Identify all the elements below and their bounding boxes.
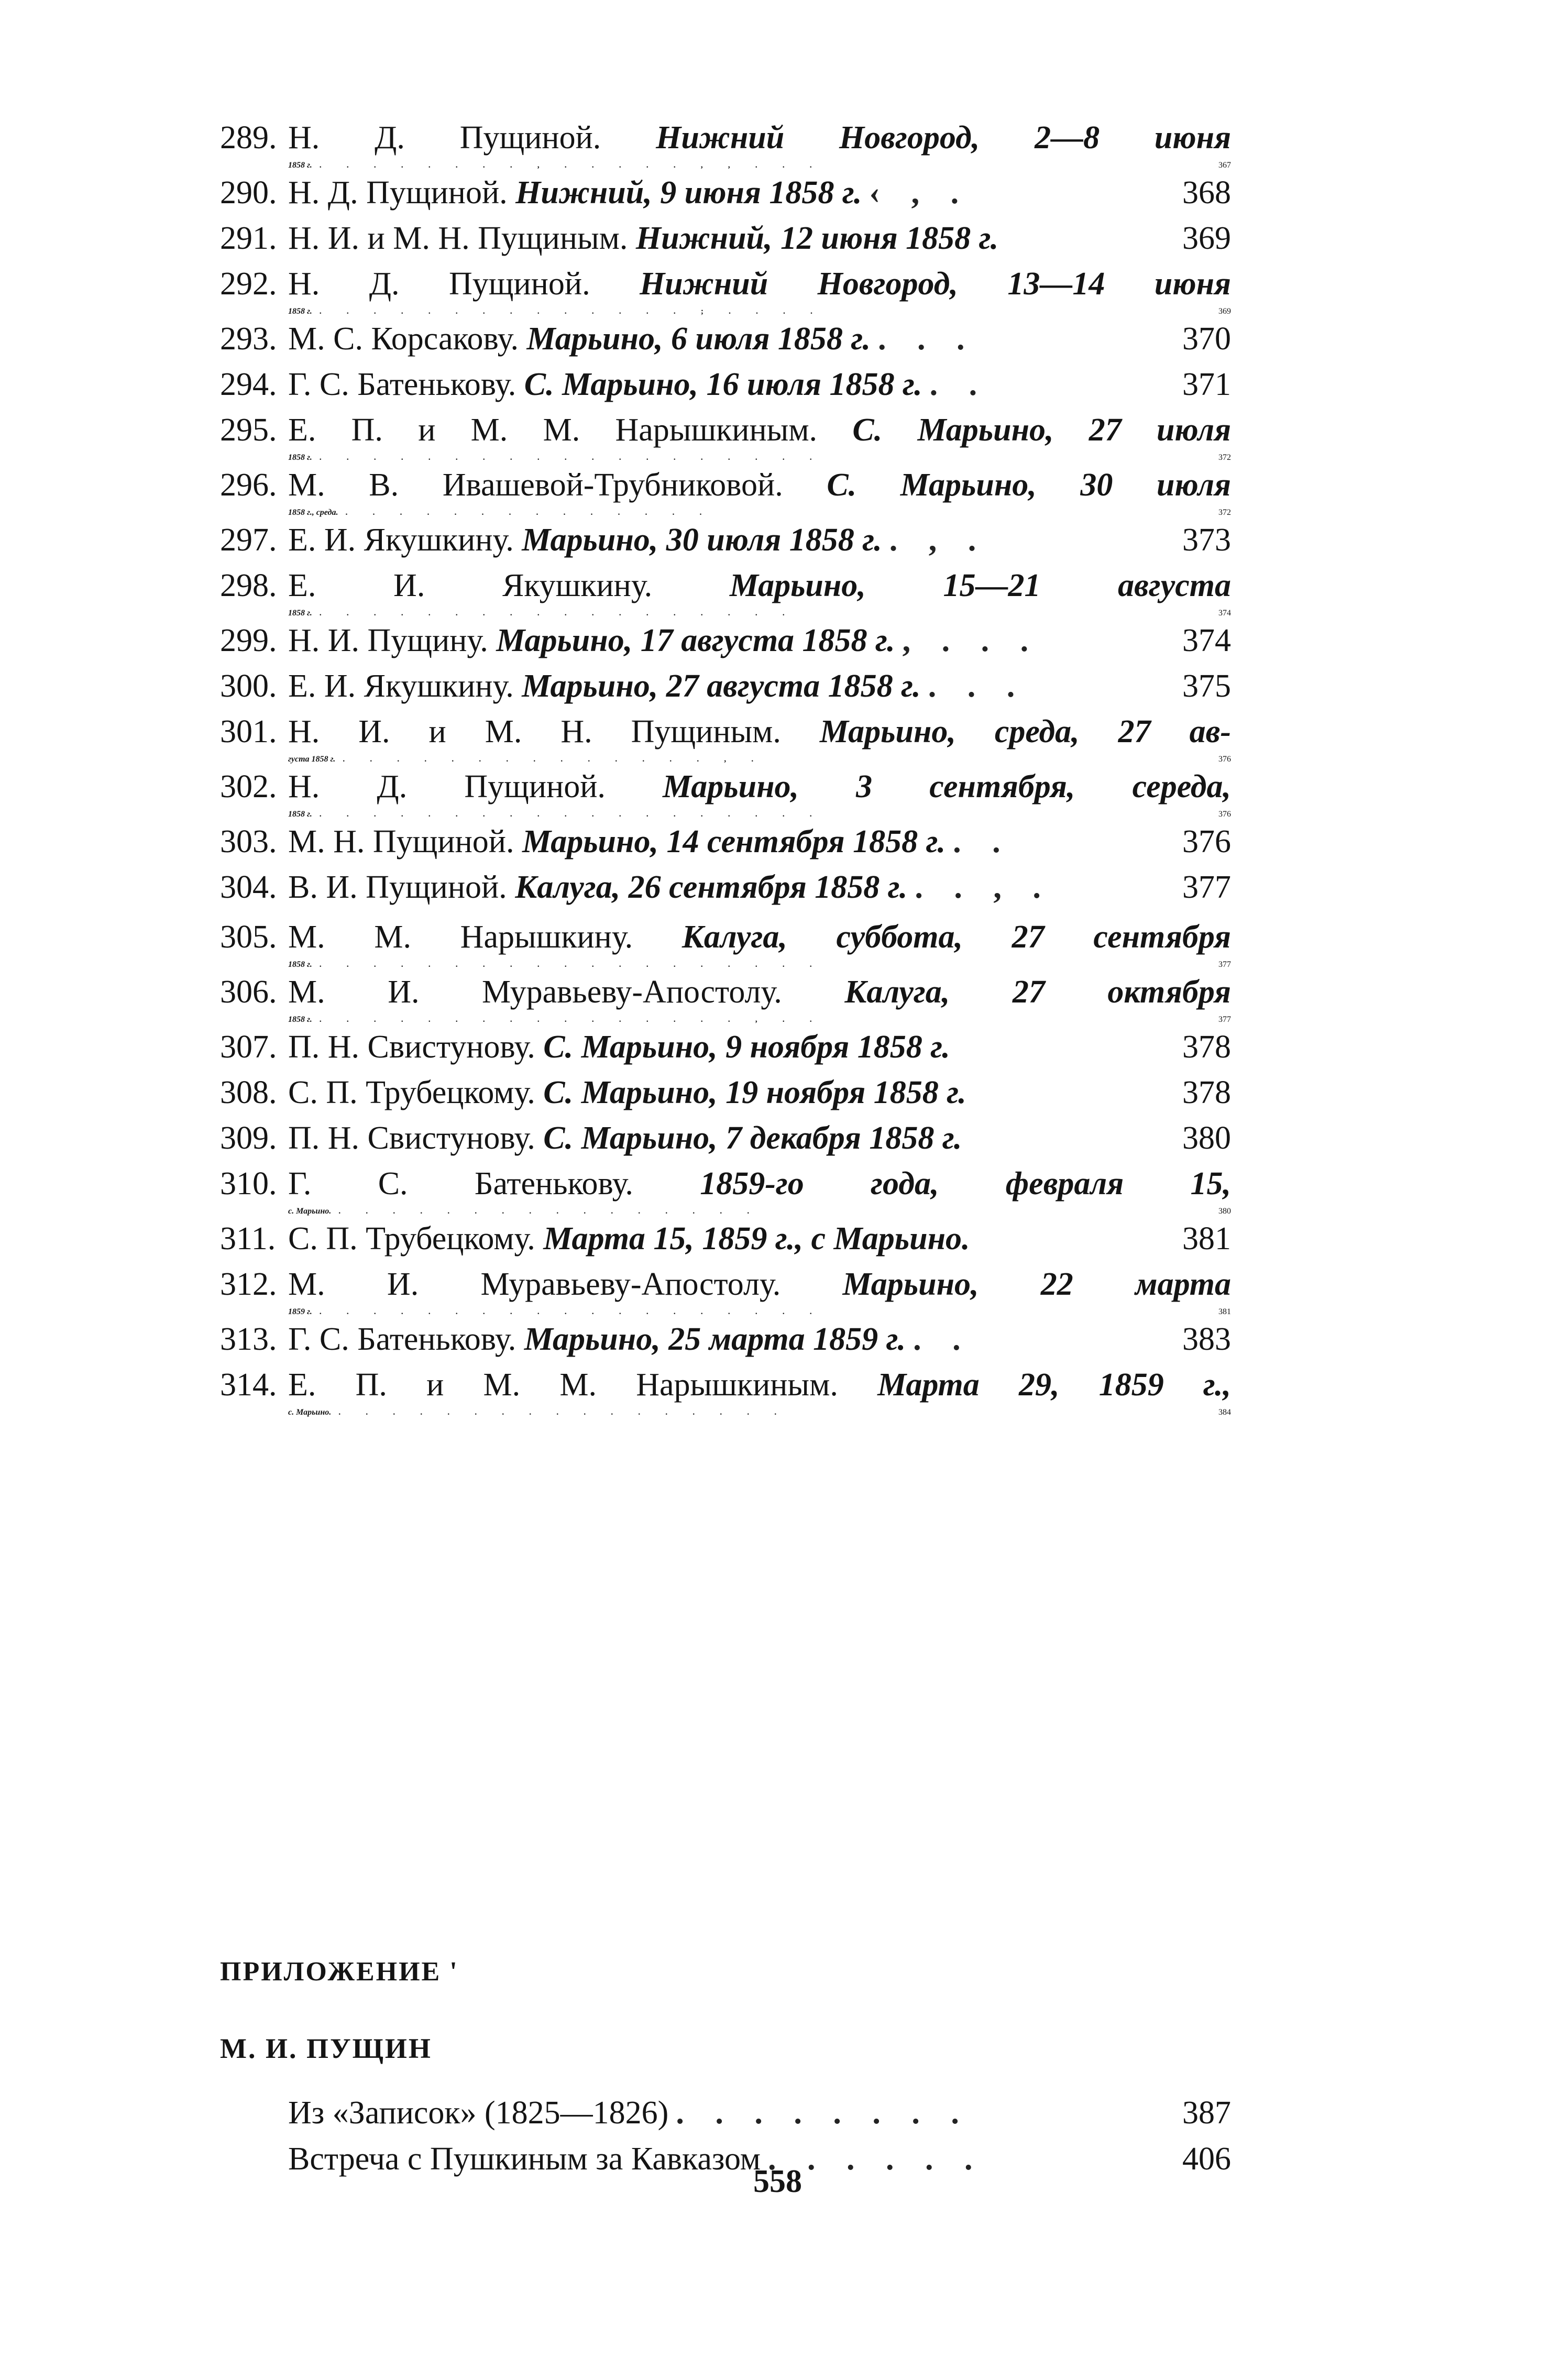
- entry-first-line: [288, 170, 862, 216]
- entry-first-line: [288, 261, 1231, 307]
- dot-leader: . . , .: [915, 869, 1052, 905]
- entry-number: 305.: [220, 919, 277, 955]
- entry-place-date: Калуга, суббота, 27 сентября: [681, 919, 1231, 955]
- entry-body: [288, 1024, 1231, 1070]
- entry-page: 375: [1182, 668, 1231, 704]
- entry-body: [288, 1362, 1231, 1408]
- entry-place-date: Марьино, 22 марта: [842, 1266, 1231, 1302]
- entry-place-date: С. Марьино, 19 ноября 1858 г.: [543, 1075, 966, 1110]
- entry-page: 383: [1182, 1321, 1231, 1357]
- dot-leader: . . . . . . . . . . . . . .: [345, 508, 713, 517]
- dot-leader: . . . . . . . . . . . . . . . . .: [338, 1408, 788, 1417]
- entry-first-line: [288, 563, 1231, 609]
- entry-page: 374: [1218, 609, 1231, 618]
- entry-first-line: [288, 865, 907, 910]
- entry-continuation-text: 1858 г.: [288, 307, 312, 316]
- dot-leader: . . . . . . . . , . . . . . , , . . .: [319, 161, 823, 170]
- dot-leader: . . . . . . . . . . . . . . . . . .: [319, 609, 796, 618]
- entry-number: 303.: [220, 824, 277, 860]
- dot-leader: ‹ , .: [869, 175, 971, 211]
- entry-body: [288, 115, 1231, 161]
- entry-place-date: Калуга, 27 октября: [844, 974, 1231, 1010]
- entry-place-date: Марьино, 15—21 августа: [729, 568, 1232, 603]
- entry-first-line: [288, 618, 895, 664]
- entry-page: 374: [1182, 623, 1231, 658]
- toc-entry-292: [220, 261, 1231, 307]
- entry-place-date: Марьино, среда, 27 ав-: [819, 714, 1231, 750]
- dot-leader: . . . . . . . . . . . . . . ; . . . .: [319, 307, 825, 316]
- dot-leader: . .: [953, 824, 1012, 860]
- entry-continuation-text: 1858 г.: [288, 161, 312, 170]
- entry-place-date: С. Марьино, 9 ноября 1858 г.: [543, 1029, 950, 1065]
- entry-place-date: Марьино, 27 августа 1858 г.: [522, 668, 921, 704]
- dot-leader: . . . . . . . . . . . . . . . . . . .: [319, 453, 823, 462]
- appendix-work-item: [288, 2090, 1231, 2136]
- entry-place-date: Марьино, 3 сентября, середа,: [663, 769, 1232, 805]
- entry-body: [288, 1216, 1231, 1262]
- entry-number: 295.: [220, 412, 277, 448]
- entry-number: 294.: [220, 367, 277, 402]
- entry-addressee: М. И. Муравьеву-Апостолу.: [288, 974, 782, 1010]
- entry-page: 369: [1218, 307, 1231, 316]
- entry-place-date: 1859-го года, февраля 15,: [700, 1166, 1231, 1202]
- entry-page: 367: [1218, 161, 1231, 170]
- entry-body: [288, 407, 1231, 453]
- entry-page: 384: [1218, 1408, 1231, 1417]
- toc-entry-continuation: [288, 1207, 1231, 1216]
- entry-first-line: [288, 1024, 950, 1070]
- entry-place-date: Нижний, 12 июня 1858 г.: [635, 221, 999, 256]
- entry-page: 378: [1182, 1029, 1231, 1065]
- entry-number: 308.: [220, 1075, 277, 1110]
- entry-page: 376: [1182, 824, 1231, 860]
- entry-page: 377: [1218, 1015, 1231, 1024]
- entry-page: 368: [1182, 175, 1231, 211]
- entry-first-line: [288, 517, 882, 563]
- entry-page: 380: [1218, 1207, 1231, 1216]
- work-page: 406: [1182, 2141, 1231, 2177]
- entry-page: 369: [1182, 221, 1231, 256]
- entry-number: 309.: [220, 1120, 277, 1156]
- entry-body: [288, 462, 1231, 508]
- entry-place-date: Нижний Новгород, 2—8 июня: [656, 120, 1232, 156]
- entry-place-date: С. Марьино, 30 июля: [827, 467, 1231, 503]
- entry-page: 378: [1182, 1075, 1231, 1110]
- entry-place-date: Нижний Новгород, 13—14 июня: [640, 266, 1231, 302]
- toc-entry-301: [220, 709, 1231, 755]
- entry-body: [288, 1116, 1231, 1161]
- entry-body: [288, 914, 1231, 960]
- entry-number: 289.: [220, 120, 277, 156]
- toc-entry-309: [220, 1116, 1231, 1161]
- entry-body: [288, 261, 1231, 307]
- entry-continuation-text: 1858 г.: [288, 1015, 312, 1024]
- toc-entry-291: [220, 216, 1231, 261]
- toc-entry-305: [220, 914, 1231, 960]
- entry-first-line: [288, 115, 1231, 161]
- entry-place-date: Марта 29, 1859 г.,: [877, 1367, 1231, 1403]
- toc-entry-314: [220, 1362, 1231, 1408]
- entry-body: [288, 362, 1231, 407]
- entry-body: [288, 618, 1231, 664]
- entry-page: 381: [1218, 1307, 1231, 1316]
- entry-first-line: [288, 462, 1231, 508]
- entry-page: 380: [1182, 1120, 1231, 1156]
- dot-leader: . , .: [889, 522, 988, 558]
- dot-leader: . .: [929, 367, 989, 402]
- toc-entry-304: [220, 865, 1231, 910]
- entry-continuation-text: 1859 г.: [288, 1307, 312, 1316]
- toc-entry-310: [220, 1161, 1231, 1207]
- dot-leader: . . . . . . . . . . . . . . , .: [343, 755, 765, 764]
- toc-entry-302: [220, 764, 1231, 810]
- entry-first-line: [288, 1362, 1231, 1408]
- toc-entry-312: [220, 1262, 1231, 1307]
- toc-entry-continuation: [288, 307, 1231, 316]
- entry-addressee: Н. Д. Пущиной.: [288, 266, 590, 302]
- entry-place-date: С. Марьино, 7 декабря 1858 г.: [543, 1120, 962, 1156]
- toc-entry-continuation: [288, 1015, 1231, 1024]
- entry-addressee: Н. И. и М. Н. Пущиным.: [288, 221, 628, 256]
- entry-body: [288, 1317, 1231, 1362]
- dot-leader: . . . . . . . .: [676, 2095, 971, 2131]
- entry-number: 290.: [220, 175, 277, 211]
- entry-continuation-text: 1858 г.: [288, 960, 312, 969]
- entry-number: 302.: [220, 769, 277, 805]
- entry-page: 371: [1182, 367, 1231, 402]
- entry-number: 306.: [220, 974, 277, 1010]
- toc-entry-307: [220, 1024, 1231, 1070]
- entry-number: 296.: [220, 467, 277, 503]
- entry-place-date: Марьино, 25 марта 1859 г.: [524, 1321, 906, 1357]
- dot-leader: . . . . . . . . . . . . . . . . . . .: [319, 1307, 823, 1316]
- entry-addressee: Е. П. и М. М. Нарышкиным.: [288, 412, 818, 448]
- entry-first-line: [288, 1216, 970, 1262]
- entry-continuation-text: с. Марьино.: [288, 1408, 332, 1417]
- entry-place-date: С. Марьино, 16 июля 1858 г.: [524, 367, 922, 402]
- entry-first-line: [288, 407, 1231, 453]
- entry-addressee: П. Н. Свистунову.: [288, 1120, 535, 1156]
- entry-continuation-text: 1858 г.: [288, 810, 312, 819]
- entry-addressee: Н. Д. Пущиной.: [288, 120, 601, 156]
- toc-entry-313: [220, 1317, 1231, 1362]
- entry-body: [288, 216, 1231, 261]
- dot-leader: . . .: [928, 668, 1027, 704]
- entry-addressee: М. В. Ивашевой-Трубниковой.: [288, 467, 783, 503]
- entry-first-line: [288, 664, 921, 709]
- entry-addressee: М. Н. Пущиной.: [288, 824, 514, 860]
- entry-number: 314.: [220, 1367, 277, 1403]
- entry-addressee: С. П. Трубецкому.: [288, 1221, 535, 1257]
- entry-body: [288, 1262, 1231, 1307]
- entry-number: 292.: [220, 266, 277, 302]
- toc-entry-continuation: [288, 609, 1231, 618]
- entry-addressee: Н. И. и М. Н. Пущиным.: [288, 714, 781, 750]
- entry-number: 310.: [220, 1166, 277, 1202]
- toc-entry-continuation: [288, 810, 1231, 819]
- entry-place-date: Марта 15, 1859 г., с Марьино.: [543, 1221, 970, 1257]
- entry-first-line: [288, 764, 1231, 810]
- entry-first-line: [288, 1262, 1231, 1307]
- entry-addressee: Н. Д. Пущиной.: [288, 175, 508, 211]
- entry-page: 376: [1218, 755, 1231, 764]
- dot-leader: . . . . . . . . . . . . . . . . . . .: [319, 810, 823, 819]
- entry-body: [288, 969, 1231, 1015]
- entry-number: 299.: [220, 623, 277, 658]
- toc-entry-296: [220, 462, 1231, 508]
- entry-first-line: [288, 1116, 962, 1161]
- toc-entry-293: [220, 316, 1231, 362]
- work-page: 387: [1182, 2095, 1231, 2131]
- entry-number: 311.: [220, 1221, 276, 1257]
- entry-first-line: [288, 819, 946, 865]
- entry-body: [288, 1070, 1231, 1116]
- toc-entry-continuation: [288, 508, 1231, 517]
- toc-entry-298: [220, 563, 1231, 609]
- entry-addressee: Н. Д. Пущиной.: [288, 769, 606, 805]
- toc-entry-continuation: [288, 1408, 1231, 1417]
- toc-entry-299: [220, 618, 1231, 664]
- work-title: Встреча с Пушкиным за Кавказом: [288, 2141, 761, 2177]
- entry-page: 377: [1182, 869, 1231, 905]
- dot-leader: . . . . . . . . . . . . . . . . . . .: [319, 960, 823, 969]
- entry-body: [288, 170, 1231, 216]
- entry-place-date: Марьино, 30 июля 1858 г.: [522, 522, 882, 558]
- entry-page: 373: [1182, 522, 1231, 558]
- entry-body: [288, 563, 1231, 609]
- entry-first-line: [288, 216, 998, 261]
- entry-continuation-text: 1858 г.: [288, 609, 312, 618]
- entry-addressee: Е. И. Якушкину.: [288, 568, 653, 603]
- entry-continuation-text: 1858 г., среда.: [288, 508, 338, 517]
- entry-addressee: П. Н. Свистунову.: [288, 1029, 535, 1065]
- dot-leader: . . . . . . . . . . . . . . . .: [338, 1207, 761, 1216]
- toc-entry-311: [220, 1216, 1231, 1262]
- toc-entry-290: [220, 170, 1231, 216]
- entry-page: 372: [1218, 453, 1231, 462]
- entry-number: 307.: [220, 1029, 277, 1065]
- dot-leader: . . .: [877, 321, 976, 357]
- toc-entry-306: [220, 969, 1231, 1015]
- dot-leader: . .: [913, 1321, 972, 1357]
- entry-place-date: Калуга, 26 сентября 1858 г.: [515, 869, 908, 905]
- entry-body: [288, 517, 1231, 563]
- dot-leader: , . . .: [902, 623, 1040, 658]
- entry-number: 301.: [220, 714, 277, 750]
- entry-addressee: В. И. Пущиной.: [288, 869, 507, 905]
- entry-first-line: [288, 362, 922, 407]
- entry-page: 376: [1218, 810, 1231, 819]
- entry-addressee: М. М. Нарышкину.: [288, 919, 633, 955]
- entry-first-line: [288, 709, 1231, 755]
- entry-addressee: Г. С. Батенькову.: [288, 1166, 633, 1202]
- entry-first-line: [288, 1070, 966, 1116]
- entry-body: [288, 865, 1231, 910]
- entry-addressee: Н. И. Пущину.: [288, 623, 488, 658]
- entry-addressee: Е. И. Якушкину.: [288, 522, 514, 558]
- entry-addressee: С. П. Трубецкому.: [288, 1075, 535, 1110]
- appendix-author-heading: М. И. ПУЩИН: [220, 2033, 432, 2064]
- toc-entry-continuation: [288, 453, 1231, 462]
- entry-number: 293.: [220, 321, 277, 357]
- entry-number: 297.: [220, 522, 277, 558]
- toc-entry-continuation: [288, 755, 1231, 764]
- entry-body: [288, 1161, 1231, 1207]
- entry-addressee: Е. И. Якушкину.: [288, 668, 514, 704]
- entry-continuation-text: с. Марьино.: [288, 1207, 332, 1216]
- entry-page: 381: [1182, 1221, 1231, 1257]
- toc-list: [220, 115, 1231, 1417]
- entry-number: 304.: [220, 869, 277, 905]
- toc-entry-294: [220, 362, 1231, 407]
- entry-page: 370: [1182, 321, 1231, 357]
- toc-entry-303: [220, 819, 1231, 865]
- dot-leader: . . . . . .: [768, 2141, 984, 2177]
- entry-body: [288, 316, 1231, 362]
- entry-number: 298.: [220, 568, 277, 603]
- toc-entry-continuation: [288, 161, 1231, 170]
- entry-number: 313.: [220, 1321, 277, 1357]
- entry-number: 300.: [220, 668, 277, 704]
- toc-entry-continuation: [288, 1307, 1231, 1317]
- toc-entry-295: [220, 407, 1231, 453]
- entry-place-date: Марьино, 17 августа 1858 г.: [496, 623, 895, 658]
- entry-place-date: Марьино, 14 сентября 1858 г.: [522, 824, 946, 860]
- entry-body: [288, 764, 1231, 810]
- toc-entry-297: [220, 517, 1231, 563]
- entry-first-line: [288, 1317, 906, 1362]
- work-title: Из «Записок» (1825—1826): [288, 2095, 669, 2131]
- page-number: 558: [753, 2164, 802, 2199]
- toc-entry-continuation: [288, 960, 1231, 969]
- entry-addressee: Г. С. Батенькову.: [288, 1321, 516, 1357]
- dot-leader: . . . . . . . . . . . . . . . . , . .: [319, 1015, 823, 1024]
- entry-continuation-text: густа 1858 г.: [288, 755, 336, 764]
- entry-addressee: М. И. Муравьеву-Апостолу.: [288, 1266, 781, 1302]
- entry-number: 312.: [220, 1266, 277, 1302]
- entry-first-line: [288, 316, 871, 362]
- entry-place-date: Марьино, 6 июля 1858 г.: [526, 321, 871, 357]
- entry-addressee: Г. С. Батенькову.: [288, 367, 516, 402]
- entry-place-date: Нижний, 9 июня 1858 г.: [515, 175, 862, 211]
- toc-entry-289: [220, 115, 1231, 161]
- entry-addressee: Е. П. и М. М. Нарышкиным.: [288, 1367, 838, 1403]
- entry-body: [288, 819, 1231, 865]
- appendix-heading: ПРИЛОЖЕНИЕ ': [220, 1957, 459, 1987]
- toc-entry-300: [220, 664, 1231, 709]
- toc-entry-308: [220, 1070, 1231, 1116]
- entry-addressee: М. С. Корсакову.: [288, 321, 519, 357]
- entry-page: 372: [1218, 508, 1231, 517]
- entry-page: 377: [1218, 960, 1231, 969]
- entry-number: 291.: [220, 221, 277, 256]
- entry-body: [288, 709, 1231, 755]
- entry-first-line: [288, 969, 1231, 1015]
- entry-first-line: [288, 1161, 1231, 1207]
- entry-body: [288, 664, 1231, 709]
- entry-continuation-text: 1858 г.: [288, 453, 312, 462]
- entry-place-date: С. Марьино, 27 июля: [852, 412, 1232, 448]
- entry-first-line: [288, 914, 1231, 960]
